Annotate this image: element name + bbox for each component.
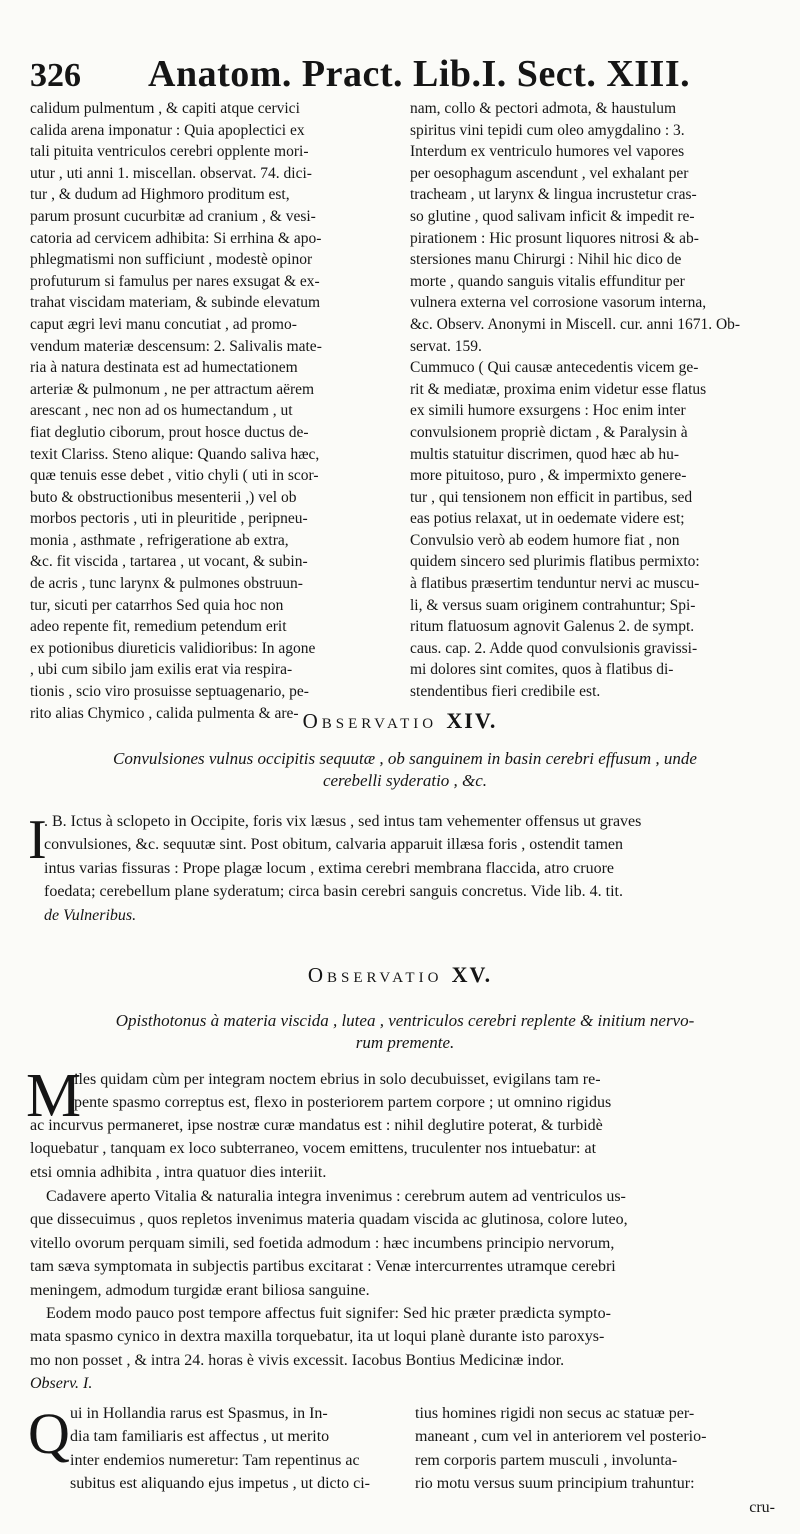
text-line: Convulsio verò ab eodem humore fiat , non xyxy=(410,531,680,549)
text-line: arteriæ & pulmonum , ne per attractum aërem xyxy=(30,380,315,398)
text-line: , ubi cum sibilo jam exilis erat via respira- xyxy=(30,661,293,679)
text-line: rito alias Chymico , calida pulmenta & are- xyxy=(30,704,299,722)
text-line: more pituitoso, puro , & impermixto genere- xyxy=(410,467,687,485)
text-line: nam, collo & pectori admota, & haustulum xyxy=(410,100,677,117)
text-line: stendentibus fieri credibile est. xyxy=(410,683,601,701)
text-line: calidum pulmentum , & capiti atque cervici xyxy=(30,100,300,117)
text-line: catoria ad cervicem adhibita: Si errhina & apo- xyxy=(30,229,322,247)
text-line: pirationem : Hic prosunt liquores nitrosi & ab- xyxy=(410,229,699,247)
text-line: ui in Hollandia rarus est Spasmus, in In- xyxy=(70,1405,328,1422)
text-line: tracheam , ut larynx & lingua incrustetur cras- xyxy=(410,186,697,204)
text-line: foedata; cerebellum plane syderatum; circa basin cerebri sanguis concretus. Vide lib. 4. tit. xyxy=(44,883,623,901)
text-line: vulnera externa vel corrosione vasorum interna, xyxy=(410,294,707,312)
observation-14-subtitle xyxy=(40,748,770,792)
text-line: Interdum ex ventriculo humores vel vapores xyxy=(410,143,685,161)
text-line: mi dolores sint comites, quos à flatibus di- xyxy=(410,661,674,679)
bottom-left-column xyxy=(30,1402,410,1526)
text-line: morbos pectoris , uti in pleuritide , peripneu- xyxy=(30,510,308,528)
text-line: intus varias fissuras : Prope plagæ locum , extima cerebri membrana flaccida, atro cruore xyxy=(44,859,615,877)
text-line: convulsiones, &c. sequutæ sint. Post obitum, calvaria apparuit illæsa foris , ostendit tamen xyxy=(44,836,624,854)
text-line: phlegmatismi non sufficiunt , modestè opinor xyxy=(30,251,313,269)
text-line: convulsionem propriè dictam , & Paralysin à xyxy=(410,423,688,441)
text-line: quidem sincero sed plurimis flatibus permixto: xyxy=(410,553,700,571)
top-left-column xyxy=(30,98,400,722)
text-line: ria à natura destinata est ad humectationem xyxy=(30,359,298,377)
text-line: Cummuco ( Qui causæ antecedentis vicem ge- xyxy=(410,359,699,377)
text-line: texit Clariss. Steno alique: Quando saliva hæc, xyxy=(30,445,320,463)
text-line: meningem, admodum turgidæ erant biliosa sanguine. xyxy=(30,1281,370,1299)
text-line: profuturum si famulus per nares exsugat & ex- xyxy=(30,272,320,290)
text-line: tali pituita ventriculos cerebri opplente mori- xyxy=(30,143,309,161)
dropcap-letter: I xyxy=(28,809,47,871)
heading-number: XV. xyxy=(451,962,493,987)
text-line: de Vulneribus. xyxy=(44,906,137,924)
text-line: tur, sicuti per catarrhos Sed quia hoc non xyxy=(30,596,284,614)
text-line: ex potionibus diureticis validioribus: In agone xyxy=(30,639,316,657)
text-line: arescant , nec non ad os humectandum , ut xyxy=(30,402,293,420)
text-line: Eodem modo pauco post tempore affectus fuit signifer: Sed hic præter prædicta sympto- xyxy=(46,1305,611,1322)
text-line: pente spasmo correptus est, flexo in posteriorem partem corpore ; ut omnino rigidus xyxy=(74,1094,612,1112)
dropcap-letter: Q xyxy=(28,1401,70,1466)
text-line: ex simili humore exsurgens : Hoc enim inter xyxy=(410,402,686,420)
text-line: &c. Observ. Anonymi in Miscell. cur. anni 1671. Ob- xyxy=(410,315,741,333)
subtitle-line: Convulsiones vulnus occipitis sequutæ , ob sanguinem in basin cerebri effusum , unde xyxy=(113,749,697,768)
observation-15-subtitle xyxy=(40,1010,770,1054)
text-line: tius homines rigidi non secus ac statuæ per- xyxy=(415,1405,695,1422)
text-line: buto & obstructionibus mesenterii ,) vel ob xyxy=(30,488,297,506)
text-line: tionis , scio viro prosuisse septuagenario, pe- xyxy=(30,683,309,701)
text-line: servat. 159. xyxy=(410,337,482,355)
observation-14-heading xyxy=(0,708,800,734)
text-line: monia , asthmate , refrigeratione ab extra, xyxy=(30,531,289,549)
text-line: stersiones manu Chirurgi : Nihil hic dico de xyxy=(410,251,682,269)
observation-15-para-2 xyxy=(30,1185,775,1302)
text-line: inter endemios numeretur: Tam repentinus ac xyxy=(70,1451,360,1469)
text-line: Cadavere aperto Vitalia & naturalia integra invenimus : cerebrum autem ad ventriculos us- xyxy=(46,1188,626,1205)
heading-number: XIV. xyxy=(446,708,498,733)
text-line: maneant , cum vel in anteriorem vel posterio- xyxy=(415,1428,707,1446)
text-line: caput ægri levi manu concutiat , ad promo- xyxy=(30,315,297,333)
observation-15-para-1-cont xyxy=(30,1114,775,1184)
text-line: iles quidam cùm per integram noctem ebrius in solo decubuisset, evigilans tam re- xyxy=(74,1071,601,1088)
text-line: caus. cap. 2. Adde quod convulsionis gravissi- xyxy=(410,639,698,657)
page-number: 326 xyxy=(30,57,81,94)
text-line: subitus est aliquando ejus impetus , ut dicto ci- xyxy=(70,1475,370,1493)
page-header xyxy=(30,52,770,98)
text-line: à flatibus præsertim tenduntur nervi ac muscu- xyxy=(410,575,700,593)
text-line: &c. fit viscida , tartarea , ut vocant, & subin- xyxy=(30,553,308,571)
text-line: fiat deglutio ciborum, prout hosce ductus de- xyxy=(30,423,309,441)
text-line: ac incurvus permaneret, ipse nostræ curæ mandatus est : nihil deglutire poterat, & turbidè xyxy=(30,1117,603,1134)
observation-14-text xyxy=(44,810,774,927)
observation-15-para-3 xyxy=(30,1302,775,1396)
text-line: so glutine , quod salivam inficit & impedit re- xyxy=(410,207,695,225)
subtitle-line: rum premente. xyxy=(355,1033,455,1052)
text-line: rit & mediatæ, proxima enim videtur esse flatus xyxy=(410,380,707,398)
text-line: Observ. I. xyxy=(30,1375,93,1393)
text-line: morte , quando sanguis vitalis effunditur per xyxy=(410,272,685,290)
text-line: . B. Ictus à sclopeto in Occipite, foris vix læsus , sed intus tam vehementer offensus ut graves xyxy=(44,813,642,830)
text-line: spiritus vini tepidi cum oleo amygdalino : 3. xyxy=(410,121,685,139)
text-line: tur , & dudum ad Highmoro proditum est, xyxy=(30,186,290,204)
text-line: dia tam familiaris est affectus , ut merito xyxy=(70,1428,330,1446)
subtitle-line: Opisthotonus à materia viscida , lutea , ventriculos cerebri replente & initium nervo- xyxy=(115,1011,695,1030)
text-line: rio motu versus suum principium trahuntur: xyxy=(415,1475,695,1493)
heading-word: Observatio xyxy=(302,709,438,733)
text-line: ritum flatuosum agnovit Galenus 2. de sympt. xyxy=(410,618,695,636)
text-line: per oesophagum ascendunt , vel exhalant per xyxy=(410,164,689,182)
catchword: cru- xyxy=(749,1498,775,1516)
text-line: utur , uti anni 1. miscellan. observat. 74. dici- xyxy=(30,164,312,182)
text-line: loquebatur , tanquam ex loco subterraneo, vocem emittens, truculenter nos intuebatur: at xyxy=(30,1140,597,1158)
text-line: adeo repente fit, remedium petendum erit xyxy=(30,618,287,636)
text-line: calida arena imponatur : Quia apoplectici ex xyxy=(30,121,305,139)
text-line: eas potius relaxat, ut in oedemate videre est; xyxy=(410,510,685,528)
text-line: de acris , tunc larynx & pulmones obstruun- xyxy=(30,575,303,593)
text-line: tur , qui tensionem non efficit in partibus, sed xyxy=(410,488,693,506)
text-line: mo non posset , & intra 24. horas è vivis excessit. Iacobus Bontius Medicinæ indor. xyxy=(30,1351,565,1369)
text-line: etsi omnia adhibita , intra quatuor dies interiit. xyxy=(30,1163,327,1181)
bottom-right-column xyxy=(415,1402,775,1526)
text-line: multis statuitur discrimen, quod hæc ab hu- xyxy=(410,445,680,463)
top-right-column xyxy=(410,98,770,701)
text-line: mata spasmo cynico in dextra maxilla torquebatur, ita ut loqui planè durante isto paroxys- xyxy=(30,1328,605,1346)
dropcap-letter: M xyxy=(26,1062,82,1130)
observation-15-para-1 xyxy=(74,1068,774,1115)
text-line: li, & versus suam originem contrahuntur; Spi- xyxy=(410,596,696,614)
text-line: vendum materiæ descensum: 2. Salivalis mate- xyxy=(30,337,322,355)
text-line: rem corporis partem musculi , involunta- xyxy=(415,1451,678,1469)
bottom-two-column-text xyxy=(30,1402,775,1526)
running-title: Anatom. Pract. Lib.I. Sect. XIII. xyxy=(148,53,691,95)
text-line: vitello ovorum perquam simili, sed foetida admodum : hæc incumbens principio nervorum, xyxy=(30,1234,615,1252)
text-line: quæ tenuis esse debet , vitio chyli ( uti in scor- xyxy=(30,467,319,485)
text-line: parum prosunt cucurbitæ ad cranium , & vesi- xyxy=(30,207,316,225)
heading-word: Observatio xyxy=(307,963,443,987)
text-line: trahat viscidam materiam, & subinde elevatum xyxy=(30,294,321,312)
subtitle-line: cerebelli syderatio , &c. xyxy=(322,771,488,790)
text-line: que dissecuimus , quos repletos invenimus materia quadam viscida ac glutinosa, colore luteo, xyxy=(30,1211,628,1229)
observation-15-heading xyxy=(0,962,800,988)
text-line: tam sæva symptomata in subjectis partibus excitarat : Venæ intercurrentes utramque cerebri xyxy=(30,1258,616,1276)
